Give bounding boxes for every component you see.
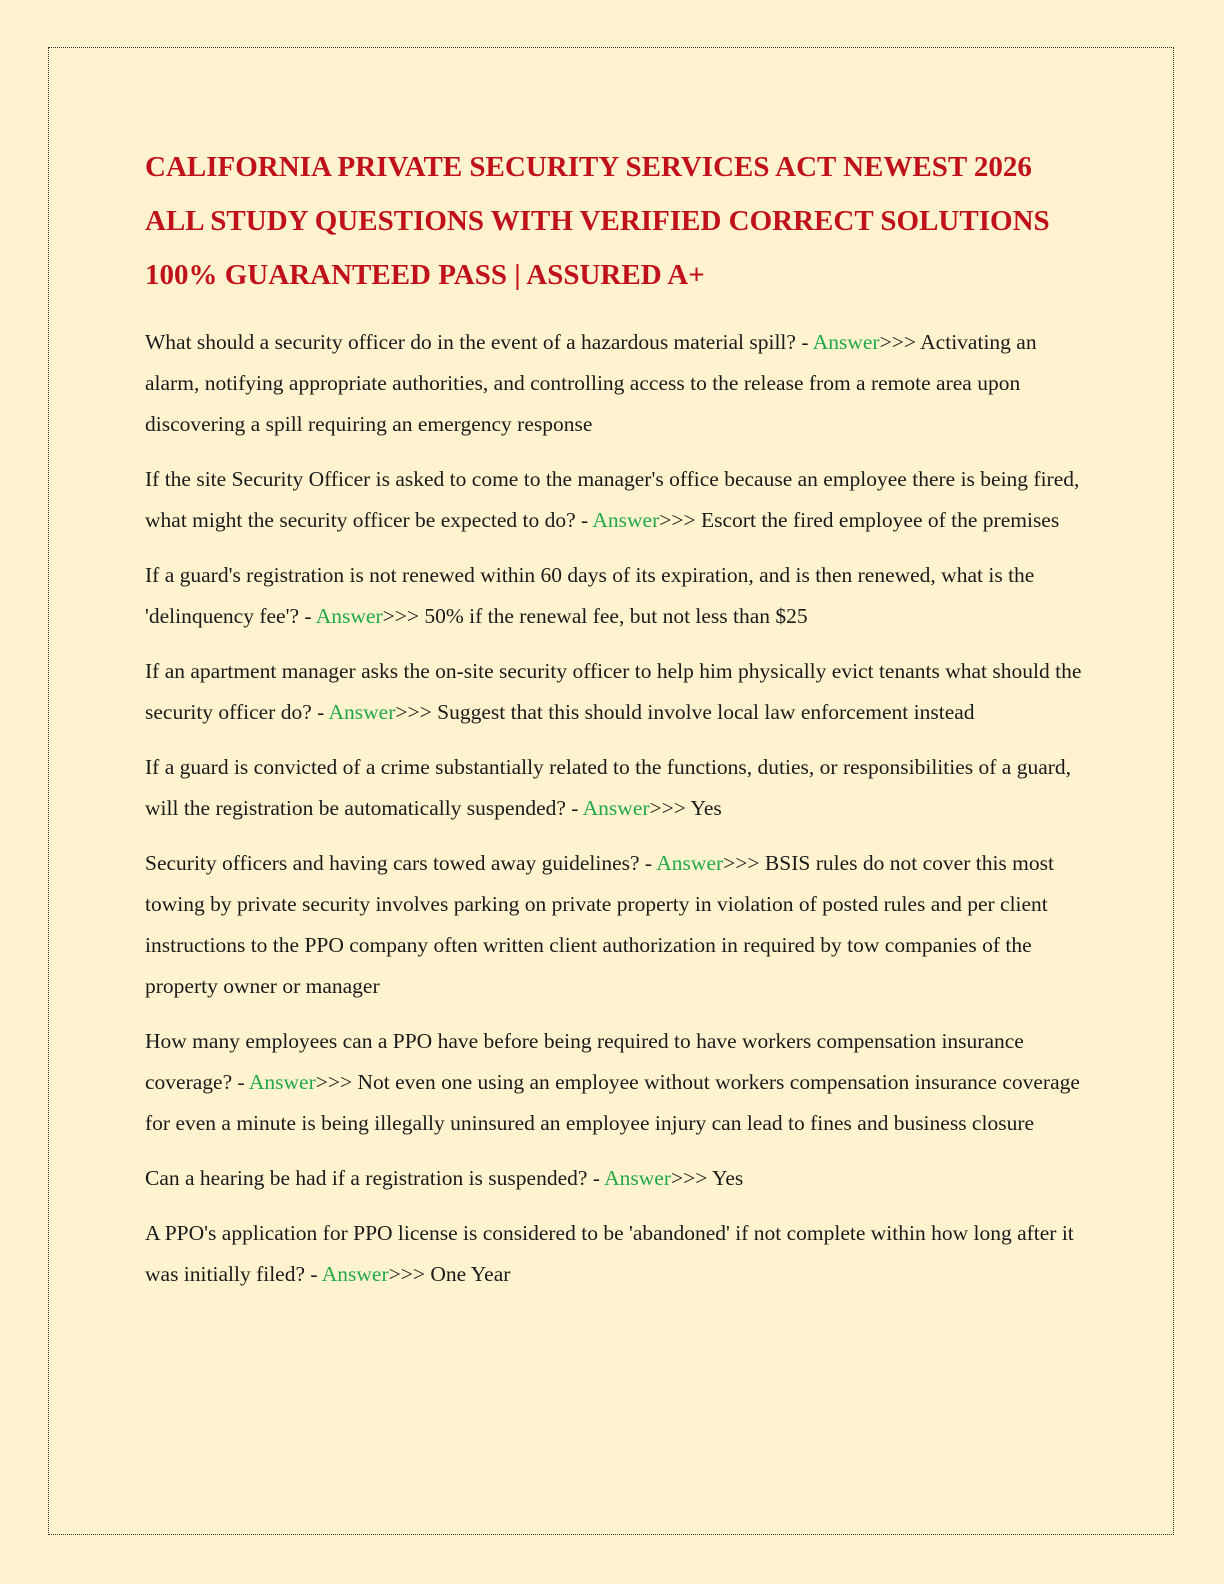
- answer-text: Escort the fired employee of the premises: [701, 508, 1060, 532]
- answer-arrows: >>>: [315, 1070, 353, 1094]
- separator: -: [232, 1070, 249, 1094]
- question-text: How many employees can a PPO have before being required to have workers compensation insurance coverage?: [145, 1029, 1024, 1094]
- answer-label: Answer: [592, 508, 660, 532]
- answer-arrows: >>>: [382, 604, 419, 628]
- answer-label: Answer: [604, 1166, 672, 1190]
- qa-item: [145, 1213, 1090, 1295]
- answer-label: Answer: [656, 851, 724, 875]
- answer-label: Answer: [321, 1262, 389, 1286]
- answer-arrows: >>>: [388, 1262, 426, 1286]
- answer-label: Answer: [315, 604, 383, 628]
- qa-item: [145, 322, 1090, 445]
- question-text: A PPO's application for PPO license is considered to be 'abandoned' if not complete within how long after it was initially filed?: [145, 1221, 1074, 1286]
- qa-item: [145, 555, 1090, 637]
- answer-label: Answer: [328, 700, 396, 724]
- separator: -: [639, 851, 657, 875]
- separator: -: [575, 508, 593, 532]
- qa-item: [145, 747, 1090, 829]
- answer-text: 50% if the renewal fee, but not less than $25: [424, 604, 808, 628]
- qa-item: [145, 1158, 1090, 1199]
- question-text: If a guard is convicted of a crime substantially related to the functions, duties, or responsibilities of a guard, will the registration be automatically suspended?: [145, 755, 1072, 820]
- document-title: CALIFORNIA PRIVATE SECURITY SERVICES ACT NEWEST 2026 ALL STUDY QUESTIONS WITH VERIFIED CORRECT SOLUTIONS 100% GUARANTEED PASS | ASSURED A+: [145, 151, 1050, 291]
- answer-label: Answer: [248, 1070, 316, 1094]
- qa-item: [145, 651, 1090, 733]
- answer-text: Yes: [690, 796, 722, 820]
- answer-text: Not even one using an employee without workers compensation insurance coverage for even a minute is being illegally uninsured an employee injury can lead to fines and business closure: [145, 1070, 1080, 1135]
- answer-arrows: >>>: [659, 508, 696, 532]
- answer-text: Activating an alarm, notifying appropriate authorities, and controlling access to the release from a remote area upon discovering a spill requiring an emergency response: [145, 330, 1037, 436]
- document-content: [145, 140, 1090, 1309]
- question-text: If the site Security Officer is asked to come to the manager's office because an employee there is being fired, what might the security officer be expected to do?: [145, 467, 1080, 532]
- separator: -: [305, 1262, 322, 1286]
- answer-text: One Year: [430, 1262, 511, 1286]
- answer-label: Answer: [582, 796, 650, 820]
- answer-arrows: >>>: [395, 700, 432, 724]
- qa-item: [145, 459, 1090, 541]
- answer-text: Suggest that this should involve local law enforcement instead: [437, 700, 975, 724]
- answer-text: BSIS rules do not cover this most towing by private security involves parking on private property in violation of posted rules and per client instructions to the PPO company often written client authorization in required by tow companies of the property owner or manager: [145, 851, 1054, 998]
- separator: -: [795, 330, 813, 354]
- answer-text: Yes: [711, 1166, 744, 1190]
- question-text: Can a hearing be had if a registration is suspended?: [145, 1166, 588, 1190]
- answer-arrows: >>>: [649, 796, 686, 820]
- question-text: If a guard's registration is not renewed within 60 days of its expiration, and is then renewed, what is the 'delinquency fee'?: [145, 563, 1035, 628]
- separator: -: [587, 1166, 605, 1190]
- separator: -: [299, 604, 316, 628]
- question-text: Security officers and having cars towed away guidelines?: [145, 851, 640, 875]
- answer-arrows: >>>: [723, 851, 760, 875]
- answer-arrows: >>>: [879, 330, 916, 354]
- answer-arrows: >>>: [671, 1166, 708, 1190]
- qa-item: [145, 843, 1090, 1007]
- question-text: What should a security officer do in the event of a hazardous material spill?: [145, 330, 796, 354]
- qa-item: [145, 1021, 1090, 1144]
- separator: -: [565, 796, 583, 820]
- question-text: If an apartment manager asks the on-site security officer to help him physically evict tenants what should the security officer do?: [145, 659, 1082, 724]
- separator: -: [311, 700, 329, 724]
- answer-label: Answer: [812, 330, 880, 354]
